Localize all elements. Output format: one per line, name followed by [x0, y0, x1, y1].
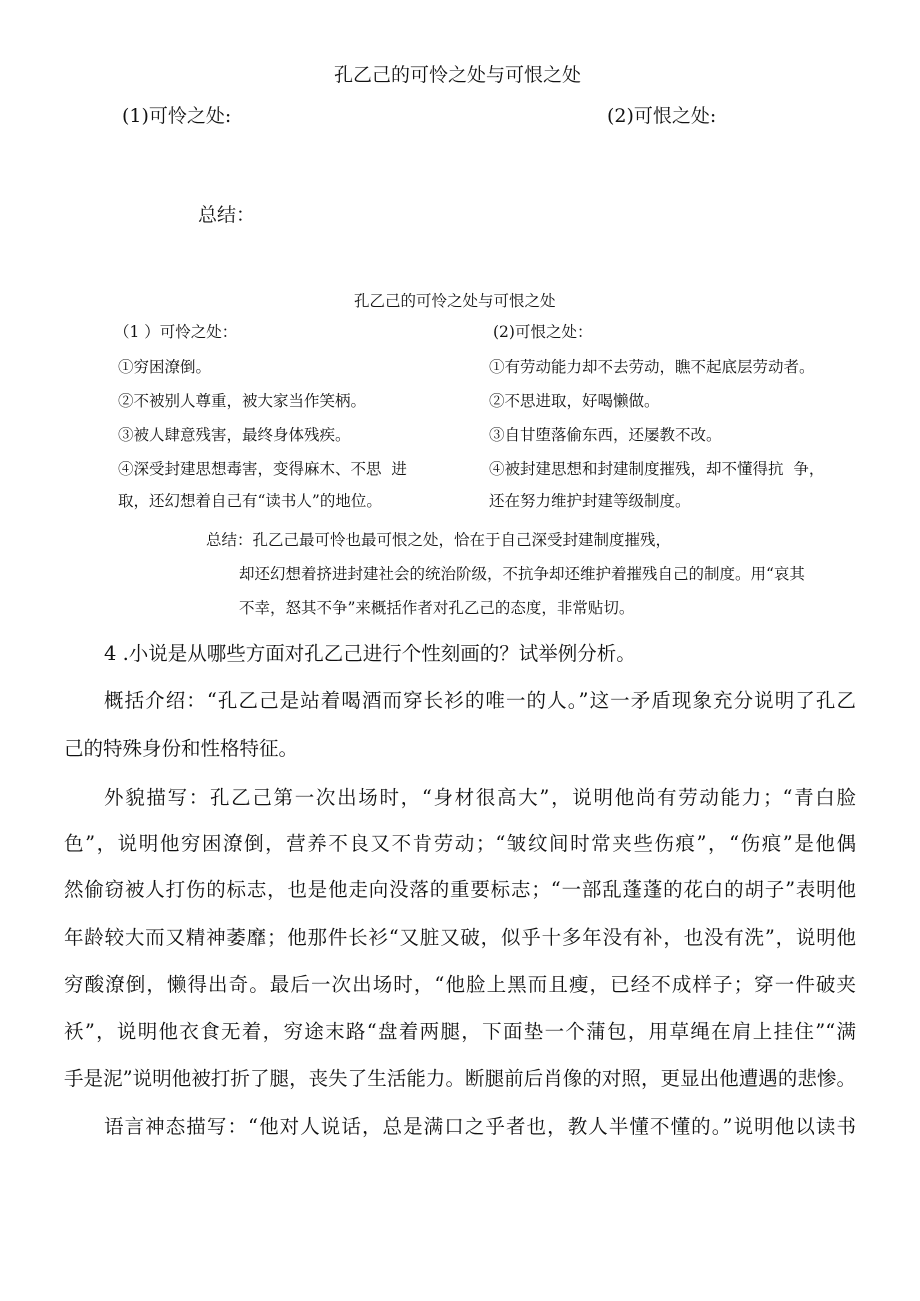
hateful-item: ③自甘堕落偷东西，还屡教不改。: [489, 426, 722, 444]
hateful-item: ④被封建思想和封建制度摧残，却不懂得抗 争，: [489, 460, 825, 478]
analysis-line: 年龄较大而又精神萎靡；他那件长衫“又脏又破，似乎十多年没有补，也没有洗”，说明他: [64, 926, 856, 949]
pitiable-item: ④深受封建思想毒害，变得麻木、不思 进: [118, 460, 407, 478]
worksheet-hateful-label: (2)可恨之处:: [607, 105, 717, 127]
analysis-line: 外貌描写：孔乙己第一次出场时，“身材很高大”，说明他尚有劳动能力；“青白脸: [104, 786, 856, 809]
analysis-line: 然偷窃被人打伤的标志，也是他走向没落的重要标志；“一部乱蓬蓬的花白的胡子”表明他: [64, 878, 856, 901]
summary-line: 总结：孔乙己最可怜也最可恨之处，恰在于自己深受封建制度摧残，: [206, 531, 672, 549]
analysis-line: 概括介绍：“孔乙己是站着喝酒而穿长衫的唯一的人。”这一矛盾现象充分说明了孔乙: [104, 689, 856, 712]
answer-title: 孔乙己的可怜之处与可恨之处: [354, 292, 556, 310]
summary-line: 却还幻想着挤进封建社会的统治阶级，不抗争却还维护着摧残自己的制度。用“哀其: [239, 565, 805, 583]
analysis-line: 袄”，说明他衣食无着，穷途末路“盘着两腿，下面垫一个蒲包，用草绳在肩上挂住”“满: [64, 1020, 856, 1043]
pitiable-item: ③被人肆意残害，最终身体残疾。: [118, 426, 351, 444]
analysis-line: 己的特殊身份和性格特征。: [64, 737, 299, 760]
analysis-line: 手是泥”说明他被打折了腿，丧失了生活能力。断腿前后肖像的对照，更显出他遭遇的悲惨。: [64, 1067, 856, 1090]
hateful-item: 还在努力维护封建等级制度。: [489, 492, 691, 510]
pitiable-item: ②不被别人尊重，被大家当作笑柄。: [118, 392, 367, 410]
hateful-item: ②不思进取，好喝懒做。: [489, 392, 660, 410]
analysis-line: 穷酸潦倒，懒得出奇。最后一次出场时，“他脸上黑而且瘦，已经不成样子；穿一件破夹: [64, 973, 856, 996]
hateful-item: ①有劳动能力却不去劳动，瞧不起底层劳动者。: [489, 358, 815, 376]
answer-hateful-label: (2)可恨之处：: [493, 323, 593, 341]
summary-line: 不幸，怒其不争”来概括作者对孔乙己的态度，非常贴切。: [239, 599, 635, 617]
worksheet-title: 孔乙己的可怜之处与可恨之处: [334, 64, 582, 86]
pitiable-item: 取，还幻想着自己有“读书人”的地位。: [118, 492, 382, 510]
question-4: 4 .小说是从哪些方面对孔乙己进行个性刻画的？试举例分析。: [104, 642, 636, 665]
worksheet-summary-label: 总结：: [198, 204, 256, 226]
answer-pitiable-label: （1 ）可怜之处：: [114, 323, 238, 341]
worksheet-pitiable-label: (1)可怜之处:: [122, 105, 232, 127]
pitiable-item: ①穷困潦倒。: [118, 358, 212, 376]
analysis-line: 色”，说明他穷困潦倒，营养不良又不肯劳动；“皱纹间时常夹些伤痕”，“伤痕”是他偶: [64, 832, 856, 855]
analysis-line: 语言神态描写：“他对人说话，总是满口之乎者也，教人半懂不懂的。”说明他以读书: [104, 1115, 856, 1138]
